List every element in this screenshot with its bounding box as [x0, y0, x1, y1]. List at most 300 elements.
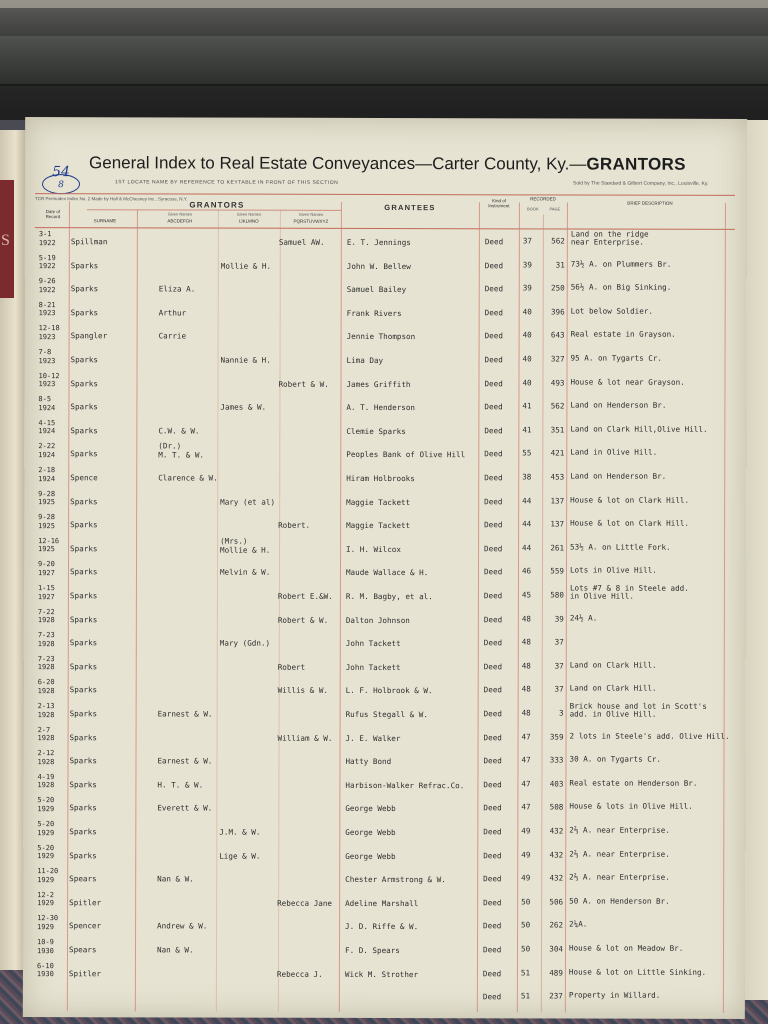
- entry-given-pz: Samuel AW.: [278, 237, 325, 247]
- entry-book: 49: [521, 873, 531, 883]
- entry-grantee: J. D. Riffe & W.: [345, 922, 419, 932]
- entry-page: 261: [550, 543, 565, 553]
- entry-grantee: George Webb: [345, 827, 396, 838]
- entry-grantee: F. D. Spears: [344, 945, 400, 956]
- entry-surname: Sparks: [70, 260, 99, 270]
- header-g2-top: Given Names: [236, 211, 262, 217]
- index-row: [24, 441, 746, 467]
- index-row: [23, 748, 745, 774]
- entry-page: 327: [550, 354, 565, 364]
- entry-book: 48: [521, 684, 531, 694]
- entry-date: 10-12 1923: [38, 371, 60, 389]
- index-row: [24, 371, 746, 397]
- entry-description: Land on Clark Hill.: [569, 660, 657, 670]
- header-g2: IJKLMNO: [239, 218, 259, 224]
- entry-grantee: Wick M. Strother: [344, 969, 419, 979]
- entry-given-pz: Robert.: [278, 520, 311, 530]
- index-row: [23, 984, 745, 1010]
- entry-grantee: L. F. Holbrook & W.: [345, 686, 433, 696]
- entry-kind: Deed: [483, 591, 503, 601]
- index-row: [25, 347, 747, 373]
- entry-description: Real estate on Henderson Br.: [569, 778, 698, 788]
- index-row: [25, 253, 747, 279]
- entry-page: 396: [550, 307, 565, 317]
- index-row: [23, 819, 745, 845]
- entry-given-ah: Eliza A.: [158, 284, 196, 294]
- background-top-frame: [0, 0, 768, 120]
- entry-given-pz: Robert: [277, 662, 306, 672]
- entry-page: 333: [549, 755, 564, 765]
- entry-surname: Sparks: [70, 402, 98, 412]
- entry-date: 2-13 1928: [37, 702, 55, 719]
- entry-grantee: J. E. Walker: [345, 733, 401, 743]
- entry-date: 5-20 1929: [37, 796, 55, 814]
- entry-description: Lots in Olive Hill.: [569, 565, 657, 576]
- entry-given-ah: Arthur: [158, 308, 187, 318]
- entry-book: 40: [522, 354, 532, 364]
- entry-kind: Deed: [484, 237, 504, 247]
- entry-page: 137: [550, 519, 565, 529]
- entry-book: 41: [522, 401, 532, 411]
- entry-given-pz: Robert & W.: [278, 379, 329, 389]
- entry-kind: Deed: [483, 850, 502, 860]
- entry-book: 39: [522, 283, 532, 293]
- ledger-page: [23, 117, 747, 1019]
- entry-date: 7-22 1928: [37, 607, 55, 625]
- index-row: [24, 583, 746, 609]
- header-grantees: GRANTEES: [384, 202, 436, 213]
- entry-date: 9-28 1925: [38, 489, 56, 507]
- entry-date: 2-12 1928: [37, 749, 55, 766]
- entry-book: 49: [521, 826, 531, 836]
- entry-page: 432: [549, 826, 564, 836]
- entry-book: 47: [521, 731, 531, 741]
- entry-given-io: J.M. & W.: [219, 827, 261, 837]
- entry-grantee: Maggie Tackett: [346, 521, 411, 531]
- page-number-value: 54: [52, 164, 70, 181]
- entry-kind: Deed: [484, 308, 503, 318]
- entry-description: 2¼A.: [569, 919, 588, 929]
- entry-page: 351: [550, 425, 565, 435]
- entry-description: 56½ A. on Big Sinking.: [570, 282, 672, 292]
- entry-surname: Sparks: [69, 779, 97, 790]
- entry-description: House & lot on Clark Hill.: [570, 495, 690, 505]
- entry-date: 10-9 1930: [36, 938, 54, 955]
- entry-date: 4-19 1928: [37, 772, 55, 790]
- entry-surname: Sparks: [69, 614, 98, 624]
- entry-page: 493: [550, 378, 565, 388]
- entry-surname: Spitler: [68, 968, 101, 978]
- entry-kind: Deed: [483, 827, 502, 837]
- entry-kind: Deed: [483, 685, 502, 695]
- entry-grantee: Maude Wallace & H.: [345, 568, 429, 578]
- entry-description: Lots #7 & 8 in Steele add. in Olive Hill.: [569, 583, 689, 601]
- entry-date: 9-26 1922: [38, 277, 56, 294]
- entry-description: Land on Henderson Br.: [570, 400, 667, 410]
- entry-description: House & lot near Grayson.: [570, 377, 685, 387]
- entry-given-ah: Clarence & W.: [158, 473, 218, 483]
- entry-surname: Sparks: [69, 709, 98, 719]
- entry-description: Land on Clark Hill.: [569, 683, 657, 694]
- entry-book: 47: [521, 779, 531, 789]
- entry-page: 403: [549, 779, 564, 789]
- entry-page: 37: [554, 637, 564, 647]
- entry-page: 37: [554, 661, 564, 671]
- entry-date: 12-2 1929: [37, 890, 55, 908]
- index-row: [24, 725, 746, 751]
- frame-highlight: [0, 0, 768, 8]
- entry-kind: Deed: [484, 426, 503, 436]
- entry-book: 51: [520, 991, 531, 1001]
- entry-page: 562: [551, 236, 565, 246]
- entry-given-ah: Everett & W.: [157, 803, 213, 813]
- entry-description: 73½ A. on Plummers Br.: [570, 259, 672, 269]
- header-kind: Kind of Instrument: [488, 198, 510, 209]
- index-row: [23, 961, 745, 987]
- publisher-note: Sold by The Standard & Gilbert Company, Inc., Louisville, Ky.: [572, 180, 709, 187]
- entry-given-ah: Nan & W.: [157, 874, 194, 884]
- entry-surname: Sparks: [69, 685, 98, 695]
- index-row: [23, 913, 745, 939]
- entry-book: 44: [522, 519, 532, 529]
- index-row: [23, 937, 745, 963]
- entry-page: 39: [554, 614, 564, 624]
- entry-given-io: Mary (et al): [220, 497, 276, 507]
- entry-date: 2-7 1928: [37, 725, 55, 743]
- entry-description: 53½ A. on Little Fork.: [570, 542, 671, 552]
- page-title-main: General Index to Real Estate Conveyances—Carter County, Ky.—: [89, 153, 587, 174]
- header-page: PAGE: [549, 206, 561, 212]
- index-row: [24, 512, 746, 538]
- entry-surname: Sparks: [70, 520, 98, 530]
- entry-description: 95 A. on Tygarts Cr.: [570, 353, 662, 363]
- entry-page: 506: [549, 897, 564, 907]
- entry-surname: Sparks: [69, 638, 98, 648]
- entry-given-ah: Nan & W.: [156, 945, 194, 955]
- index-row: [23, 772, 745, 798]
- entry-book: 41: [522, 425, 532, 435]
- entry-grantee: Chester Armstrong & W.: [345, 875, 446, 885]
- index-row: [24, 418, 746, 444]
- entry-surname: Sparks: [69, 827, 97, 837]
- entry-grantee: Peoples Bank of Olive Hill: [346, 450, 466, 460]
- entry-description: 24½ A.: [569, 613, 598, 623]
- entry-surname: Spears: [68, 945, 97, 955]
- entry-given-pz: Robert & W.: [277, 615, 329, 625]
- entry-given-io: Nannie & H.: [220, 355, 271, 365]
- header-g1: ABCDEFGH: [167, 218, 193, 224]
- index-row: [25, 300, 747, 326]
- entry-description: Land on the ridge near Enterprise.: [570, 229, 649, 247]
- index-row: [23, 843, 745, 869]
- index-row: [24, 489, 746, 515]
- page-title: [89, 153, 686, 175]
- entry-book: 48: [521, 613, 532, 623]
- entry-surname: Sparks: [70, 284, 99, 294]
- entry-grantee: Frank Rivers: [346, 308, 402, 318]
- entry-book: 50: [520, 944, 531, 954]
- binder-bar: [0, 36, 768, 86]
- entry-given-io: Mollie & H.: [220, 261, 272, 271]
- entry-page: 250: [551, 283, 565, 293]
- entry-date: 8-21 1923: [38, 300, 56, 318]
- entry-book: 40: [522, 330, 532, 340]
- entry-kind: Deed: [482, 992, 502, 1002]
- entry-page: 580: [550, 590, 564, 600]
- entry-date: 8-5 1924: [38, 395, 56, 412]
- entry-grantee: Hatty Bond: [345, 757, 392, 767]
- entry-surname: Sparks: [70, 425, 98, 436]
- entry-kind: Deed: [484, 520, 503, 530]
- entry-given-ah: H. T. & W.: [157, 780, 204, 790]
- entry-given-ah: Earnest & W.: [157, 709, 213, 719]
- entry-grantee: Clemie Sparks: [346, 426, 406, 436]
- entry-kind: Deed: [484, 544, 503, 554]
- entry-book: 37: [522, 236, 533, 246]
- page-subtitle: 1ST LOCATE NAME BY REFERENCE TO KEYTABLE IN FRONT OF THIS SECTION: [115, 179, 339, 186]
- entry-page: 559: [550, 566, 565, 576]
- entry-surname: Spears: [69, 874, 97, 884]
- entry-given-io: Lige & W.: [219, 851, 261, 861]
- entry-given-io: James & W.: [220, 402, 267, 412]
- index-row: [24, 701, 746, 727]
- entry-kind: Deed: [484, 378, 503, 388]
- entry-kind: Deed: [483, 874, 502, 884]
- entry-grantee: Samuel Bailey: [346, 285, 407, 295]
- entry-book: 48: [521, 708, 531, 718]
- entry-surname: Spence: [70, 473, 98, 483]
- entry-date: 12-16 1925: [38, 536, 60, 554]
- entry-date: 5-19 1922: [38, 253, 56, 271]
- entry-grantee: Dalton Johnson: [345, 615, 410, 625]
- entry-book: 50: [521, 920, 531, 930]
- page-number: [45, 165, 77, 193]
- entry-page: 432: [549, 873, 564, 883]
- entry-page: 137: [550, 496, 565, 506]
- entry-kind: Deed: [484, 473, 503, 483]
- index-row: [24, 677, 746, 703]
- index-row: [23, 795, 745, 821]
- entry-book: 51: [520, 967, 531, 977]
- entry-kind: Deed: [482, 945, 502, 955]
- entry-given-io: (Mrs.) Mollie & H.: [220, 536, 271, 555]
- entry-kind: Deed: [483, 756, 502, 766]
- entry-date: 11-20 1929: [37, 867, 59, 884]
- entry-given-io: Mary (Gdn.): [219, 638, 271, 648]
- entry-description: Land on Henderson Br.: [570, 471, 667, 481]
- entry-book: 44: [522, 495, 532, 505]
- entry-kind: Deed: [484, 496, 503, 506]
- entry-grantee: James Griffith: [346, 379, 411, 389]
- entry-book: 38: [522, 472, 532, 482]
- entry-given-ah: (Dr.) M. T. & W.: [158, 441, 205, 460]
- index-row: [24, 654, 746, 680]
- entry-page: 37: [554, 684, 564, 694]
- entry-grantee: George Webb: [345, 851, 396, 861]
- entry-kind: Deed: [484, 449, 503, 459]
- entry-date: 9-20 1927: [37, 560, 55, 578]
- entry-date: 6-10 1930: [36, 961, 54, 979]
- entry-book: 49: [521, 849, 531, 859]
- entry-given-pz: Rebecca Jane: [277, 898, 333, 908]
- entry-description: 2⅔ A. near Enterprise.: [569, 825, 670, 835]
- entry-date: 4-15 1924: [38, 418, 56, 436]
- entry-surname: Sparks: [69, 661, 98, 672]
- index-row: [23, 890, 745, 916]
- entry-surname: Sparks: [70, 307, 99, 318]
- entry-grantee: Jennie Thompson: [346, 332, 416, 342]
- entry-page: 262: [549, 920, 564, 930]
- entry-kind: Deed: [483, 567, 503, 577]
- entry-given-ah: Andrew & W.: [157, 921, 208, 931]
- header-recorded: RECORDED: [530, 196, 556, 202]
- entry-description: 2⅔ A. near Enterprise.: [569, 849, 670, 859]
- index-row: [24, 465, 746, 491]
- entry-page: 489: [549, 968, 563, 978]
- entry-grantee: Hiram Holbrooks: [346, 473, 415, 484]
- index-row: [25, 323, 747, 349]
- entry-given-ah: C.W. & W.: [158, 426, 200, 436]
- entry-surname: Sparks: [69, 850, 97, 860]
- entry-book: 45: [521, 590, 532, 600]
- entry-date: 5-20 1929: [37, 820, 55, 837]
- entry-grantee: John Tackett: [345, 639, 401, 649]
- entry-grantee: A. T. Henderson: [346, 403, 416, 413]
- entry-description: Land in Olive Hill.: [570, 447, 658, 458]
- page-title-bold: GRANTORS: [586, 154, 686, 174]
- entry-book: 46: [521, 566, 532, 576]
- page-number-sub: 8: [58, 180, 64, 191]
- entry-kind: Deed: [483, 662, 503, 672]
- entry-description: Real estate in Grayson.: [570, 329, 676, 340]
- entry-description: Lot below Soldier.: [570, 306, 653, 316]
- entry-kind: Deed: [483, 709, 502, 719]
- entry-description: House & lot on Little Sinking.: [568, 967, 707, 977]
- entry-date: 7-8 1923: [38, 348, 56, 365]
- entry-date: 7-23 1928: [37, 654, 55, 672]
- entry-surname: Sparks: [70, 496, 98, 506]
- entry-surname: Sparks: [69, 567, 98, 577]
- entry-kind: Deed: [484, 402, 503, 412]
- index-row: [24, 536, 746, 562]
- entry-surname: Spitler: [69, 897, 102, 908]
- entry-description: 50 A. on Henderson Br.: [569, 896, 670, 906]
- entry-surname: Spencer: [69, 921, 102, 931]
- form-note: TCR Permodex Index No. 2 Made by Hall & McChesney Inc., Syracuse, N.Y.: [34, 196, 188, 202]
- entry-page: 562: [550, 401, 565, 411]
- entry-surname: Sparks: [69, 756, 97, 766]
- entry-date: 3-1 1922: [38, 230, 56, 247]
- entry-surname: Sparks: [70, 355, 98, 365]
- entry-surname: Sparks: [69, 732, 98, 742]
- entry-date: 5-20 1929: [37, 843, 55, 861]
- entry-given-pz: Rebecca J.: [276, 969, 323, 979]
- header-g3: PQRSTUVWXYZ: [293, 218, 329, 224]
- entry-book: 48: [521, 637, 531, 647]
- entry-book: 48: [521, 661, 531, 671]
- header-g3-top: Given Names: [298, 211, 324, 217]
- entry-grantee: John W. Bellew: [346, 261, 411, 271]
- entry-grantee: I. H. Wilcox: [346, 544, 401, 554]
- entry-kind: Deed: [483, 921, 502, 931]
- entry-given-io: Melvin & W.: [219, 567, 271, 578]
- entry-kind: Deed: [483, 780, 502, 790]
- entry-kind: Deed: [484, 284, 504, 294]
- entry-grantee: Lima Day: [346, 355, 384, 365]
- entry-description: 2 lots in Steele's add. Olive Hill.: [569, 731, 730, 741]
- entry-date: 2-18 1924: [38, 466, 56, 483]
- entry-surname: Sparks: [70, 378, 98, 388]
- entry-grantee: John Tackett: [345, 662, 401, 672]
- entry-grantee: E. T. Jennings: [346, 237, 411, 248]
- entry-page: 31: [555, 260, 565, 270]
- entry-given-pz: Willis & W.: [277, 686, 328, 696]
- entry-surname: Spillman: [70, 237, 108, 247]
- entry-date: 7-23 1928: [37, 631, 55, 648]
- entry-kind: Deed: [483, 638, 503, 648]
- entry-description: House & lot on Clark Hill.: [570, 518, 690, 528]
- entry-kind: Deed: [484, 331, 503, 341]
- entry-kind: Deed: [483, 732, 502, 742]
- entry-description: 2⅔ A. near Enterprise.: [569, 872, 670, 882]
- entry-book: 40: [522, 377, 532, 387]
- entry-book: 40: [522, 307, 532, 317]
- entry-book: 55: [522, 448, 532, 458]
- entry-kind: Deed: [483, 803, 502, 813]
- entry-grantee: Rufus Stegall & W.: [345, 709, 428, 720]
- entry-surname: Sparks: [70, 543, 98, 554]
- index-row: [25, 276, 747, 302]
- index-row: [24, 559, 746, 585]
- index-tab-letter: S: [1, 232, 10, 249]
- header-book: BOOK: [527, 206, 539, 212]
- entry-given-ah: Carrie: [158, 331, 187, 341]
- index-row: [23, 866, 745, 892]
- header-surname: SURNAME: [93, 218, 117, 224]
- entry-page: 304: [549, 944, 564, 954]
- entry-book: 44: [522, 543, 532, 553]
- index-row: [24, 607, 746, 633]
- entry-given-ah: Earnest & W.: [157, 756, 213, 766]
- entry-surname: Sparks: [69, 803, 97, 813]
- entry-kind: Deed: [483, 614, 503, 624]
- entry-kind: Deed: [484, 260, 504, 270]
- entry-grantee: Maggie Tackett: [346, 497, 411, 507]
- entry-page: 3: [559, 708, 564, 718]
- entry-grantee: Adeline Marshall: [345, 898, 419, 908]
- entry-surname: Sparks: [69, 591, 98, 601]
- entry-description: House & lot on Meadow Br.: [568, 943, 684, 953]
- entry-kind: Deed: [482, 968, 502, 978]
- entry-grantee: Harbison-Walker Refrac.Co.: [345, 780, 465, 791]
- entry-kind: Deed: [483, 898, 502, 908]
- entry-description: Property in Willard.: [568, 990, 661, 1000]
- entry-page: 421: [550, 448, 565, 458]
- header-date: Date of Record: [45, 209, 61, 220]
- entry-date: 2-22 1924: [38, 442, 56, 460]
- entry-page: 432: [549, 850, 564, 860]
- entry-grantee: George Webb: [345, 804, 396, 814]
- entry-book: 47: [521, 802, 531, 812]
- index-row: [25, 229, 747, 255]
- entry-page: 237: [549, 991, 563, 1001]
- entry-page: 359: [549, 732, 564, 742]
- header-desc: BRIEF DESCRIPTION: [627, 200, 673, 206]
- entry-surname: Spangler: [70, 331, 108, 341]
- entry-date: 6-20 1928: [37, 678, 55, 696]
- entry-description: Brick house and lot in Scott's add. in Olive Hill.: [569, 701, 707, 719]
- entry-description: House & lots in Olive Hill.: [569, 801, 693, 812]
